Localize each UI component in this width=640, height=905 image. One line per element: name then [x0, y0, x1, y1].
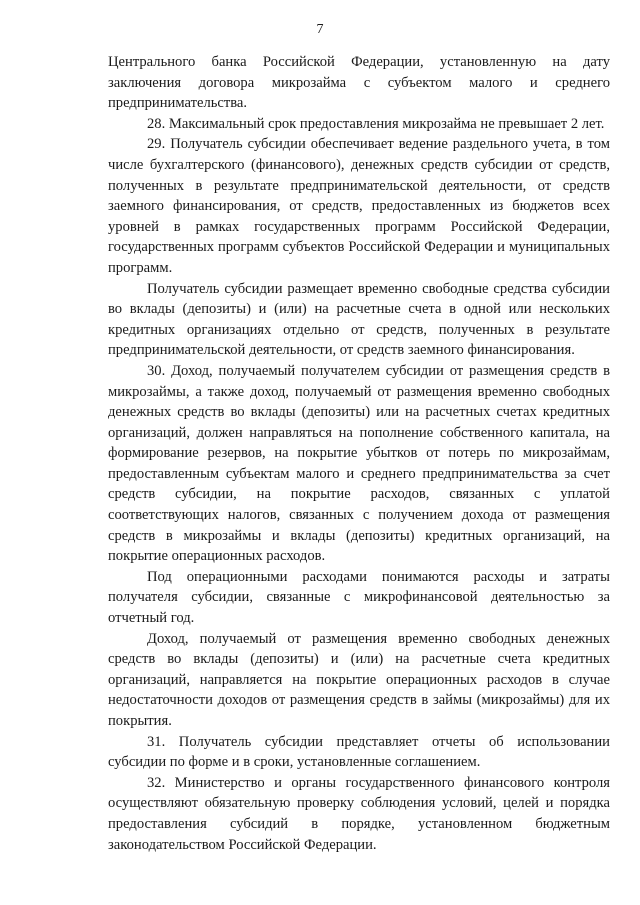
- document-body: [108, 52, 610, 855]
- paragraph-31: 31. Получатель субсидии представляет отчеты об использовании субсидии по форме и в сроки, установленные соглашением.: [108, 733, 610, 771]
- paragraph-32: 32. Министерство и органы государственного финансового контроля осуществляют обязательную проверку соблюдения условий, целей и порядка предоставления субсидий в порядке, установленном бюджетным законодательством Российской Федерации.: [108, 774, 610, 853]
- page-number: 7: [316, 22, 324, 37]
- paragraph-29-deposits: Получатель субсидии размещает временно свободные средства субсидии во вклады (депозиты) и (или) на расчетные счета в одной или нескольких кредитных организациях отдельно от средств, полученных в результате предпринимательской деятельности, от средств заемного финансирования.: [108, 280, 610, 359]
- paragraph-30-deposit-income: Доход, получаемый от размещения временно свободных денежных средств во вклады (депозиты) и (или) на расчетные счета кредитных организаций, направляется на покрытие операционных расходов в случае недостаточности доходов от размещения средств в займы (микрозаймы) для их покрытия.: [108, 630, 610, 729]
- paragraph-30-operating-expenses: Под операционными расходами понимаются расходы и затраты получателя субсидии, связанные с микрофинансовой деятельностью за отчетный год.: [108, 568, 610, 627]
- paragraph-30: 30. Доход, получаемый получателем субсидии от размещения средств в микрозаймы, а также доход, получаемый от размещения временно свободных денежных средств во вклады (депозиты) или на расчетных счетах кредитных организаций, должен направляться на пополнение собственного капитала, на формирование резервов, на покрытие убытков от потерь по микрозаймам, предоставленным субъектам малого и среднего предпринимательства за счет средств субсидии, на покрытие расходов, связанных с уплатой соответствующих налогов, связанных с получением дохода от размещения средств в микрозаймы и вклады (депозиты) кредитных организаций, на покрытие операционных расходов.: [108, 362, 610, 565]
- paragraph-29: 29. Получатель субсидии обеспечивает ведение раздельного учета, в том числе бухгалтерского (финансового), денежных средств субсидии от средств, полученных в результате предпринимательской деятельности, от средств заемного финансирования, от средств, предоставленных из бюджетов всех уровней в рамках государственных программ Российской Федерации, государственных программ субъектов Российской Федерации и муниципальных программ.: [108, 136, 610, 276]
- paragraph-continuation: Центрального банка Российской Федерации, установленную на дату заключения договора микрозайма с субъектом малого и среднего предпринимательства.: [108, 54, 610, 112]
- paragraph-28: 28. Максимальный срок предоставления микрозайма не превышает 2 лет.: [147, 115, 605, 132]
